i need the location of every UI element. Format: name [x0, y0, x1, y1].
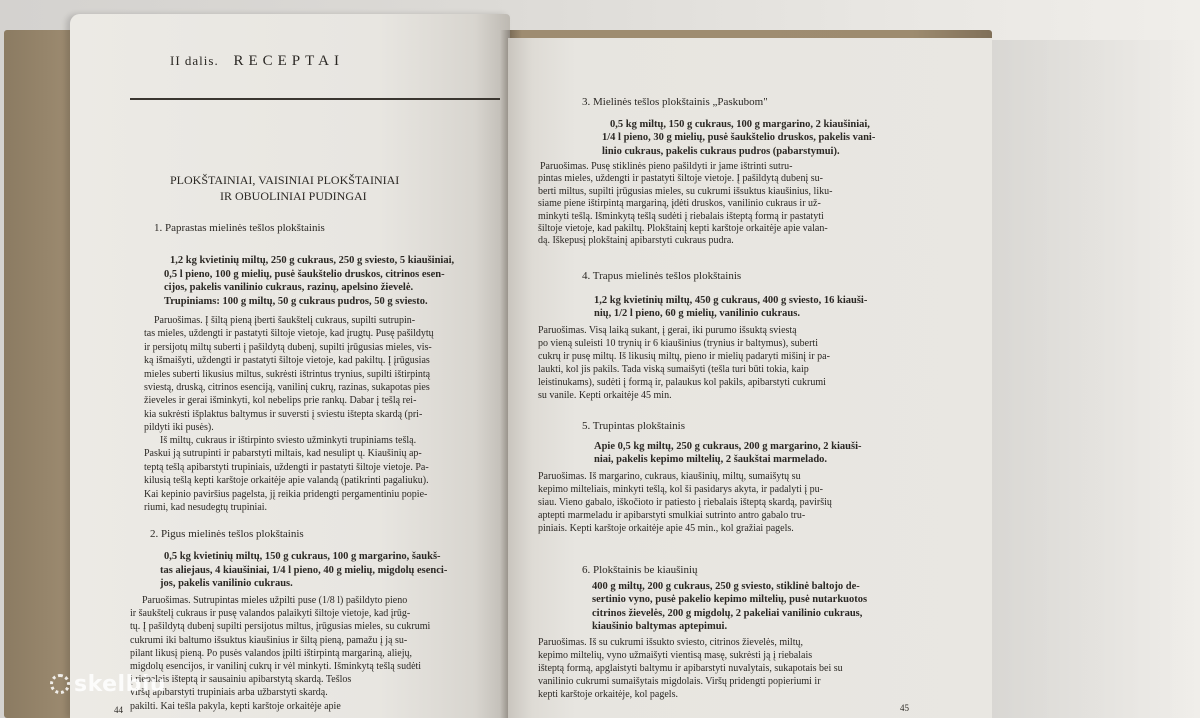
- recipe-6-title: 6. Plokštainis be kiaušinių: [582, 564, 698, 576]
- r1-ing-line: 0,5 l pieno, 100 g mielių, pusė šaukštelio druskos, citrinos esen-: [164, 268, 445, 280]
- r1-cr-line: Paskui ją sutrupinti ir pabarstyti miltais, kad nesulipt ų. Kiaušinių ap-: [144, 448, 422, 460]
- r1-met-line: pildyti iki pusės).: [144, 422, 214, 434]
- header-title: RECEPTAI: [233, 53, 344, 69]
- r5-met-line: siau. Vieno gabalo, iškočioto ir patiesto į riebalais išteptą skardą, paviršių: [538, 497, 832, 508]
- page-header: [170, 54, 344, 68]
- r1-met-line: kia sukrėsti išplaktus baltymus ir suversti į sviestu ištepta skardą (pri-: [144, 408, 423, 420]
- r4-met-line: po vieną suleisti 10 trynių ir 6 kiaušinius (trynius ir baltymus), suberti: [538, 338, 818, 349]
- r3-ing-line: 0,5 kg miltų, 150 g cukraus, 100 g margarino, 2 kiaušiniai,: [610, 119, 870, 130]
- r2-ing-line: tas aliejaus, 4 kiaušiniai, 1/4 l pieno, 40 g mielių, migdolų esenci-: [160, 564, 448, 576]
- r1-ing-line: Trupiniams: 100 g miltų, 50 g cukraus pudros, 50 g sviesto.: [164, 295, 428, 307]
- r1-cr-line: kilusią tešlą kepti karštoje orkaitėje apie valandą (patikrinti pagaliuku).: [144, 475, 429, 487]
- r3-met-line: siame piene ištirpintą margariną, įdėti druskos, vanilinio cukraus ir už-: [538, 198, 821, 210]
- recipe-3-title: 3. Mielinės tešlos plokštainis „Paskubom": [582, 96, 768, 108]
- r3-met-line: šiltoje vietoje, kad pakiltų. Plokštainį kepti karštoje orkaitėje apie valan-: [538, 223, 828, 234]
- r3-met-line: dą. Iškepusį plokštainį apibarstyti cukraus pudra.: [538, 235, 734, 247]
- left-page: [70, 14, 510, 718]
- r4-met-line: Paruošimas. Visą laiką sukant, į gerai, iki purumo išsuktą sviestą: [538, 325, 797, 336]
- r1-met-line: sviestą, druską, citrinos esenciją, vanilinį cukrų, razinas, sukapotas pies: [144, 382, 430, 393]
- r2-ing-line: jos, pakelis vanilinio cukraus.: [160, 578, 293, 590]
- r1-cr-line: Kai kepinio paviršius pagelsta, jį reikia pridengti pergamentiniu popie-: [144, 488, 428, 500]
- watermark-text: skelbiu: [74, 672, 167, 697]
- r6-ing-line: sertinio vyno, pusė pakelio kepimo miltelių, pusė nutarkuotos: [592, 594, 868, 606]
- r1-cr-line: riumi, kad nesudegtų trupiniai.: [144, 502, 268, 513]
- r6-met-line: kepti karštoje orkaitėje, kol pagels.: [538, 689, 678, 700]
- r3-met-line: minkyti tešlą. Išminkytą tešlą sudėti į riebalais išteptą formą ir pastatyti: [538, 210, 824, 222]
- r3-met-line: Paruošimas. Pusę stiklinės pieno pašildyti ir jame ištrinti sutru-: [540, 161, 793, 172]
- r4-met-line: laukti, kol jis pakils. Tada viską sumaišyti (tešla turi būti tokia, kaip: [538, 364, 809, 375]
- r1-met-line: žieveles ir gerai išminkyti, kol nebelips prie rankų. Dabar į tešlą rei-: [144, 395, 417, 407]
- r5-met-line: kepimo milteliais, minkyti tešlą, kol ši pasidarys akyta, ir padalyti į pu-: [538, 484, 823, 495]
- r2-ing-line: 0,5 kg kvietinių miltų, 150 g cukraus, 100 g margarino, šaukš-: [164, 551, 441, 562]
- r3-met-line: pintas mieles, uždengti ir pastatyti šiltoje vietoje. Į pašildytą dubenį su-: [538, 173, 823, 185]
- r5-met-line: piniais. Kepti karštoje orkaitėje apie 45 min., kol gražiai pagels.: [538, 523, 794, 534]
- r2-met-line: Paruošimas. Sutrupintas mieles užpilti puse (1/8 l) pašildyto pieno: [142, 595, 408, 606]
- recipe-5-title: 5. Trupintas plokštainis: [582, 420, 685, 432]
- r5-met-line: aptepti marmeladu ir apibarstyti smulkiai sutrinto antro gabalo tru-: [538, 510, 806, 521]
- r6-met-line: kepimo miltelių, vyno užmaišyti vientisą masę, sukrėsti ją į riebalais: [538, 650, 813, 661]
- r3-ing-line: 1/4 l pieno, 30 g mielių, pusė šaukštelio druskos, pakelis vani-: [602, 132, 876, 144]
- r6-met-line: Paruošimas. Iš su cukrumi išsukto sviesto, citrinos žievelės, miltų,: [538, 637, 803, 648]
- r3-ing-line: linio cukraus, pakelis cukraus pudros (pabarstymui).: [602, 145, 840, 157]
- r1-cr-line: Iš miltų, cukraus ir ištirpinto sviesto užminkyti trupiniams tešlą.: [160, 435, 417, 446]
- r2-met-line: į riebalais išteptą ir sausainiu apibarstytą skardą. Tešlos: [130, 674, 352, 686]
- r6-ing-line: citrinos žievelės, 200 g migdolų, 2 pakeliai vanilinio cukraus,: [592, 607, 863, 619]
- r1-met-line: tas mieles, uždengti ir pastatyti šiltoje vietoje, kad įrugtų. Pusę pašildytų: [144, 328, 434, 340]
- section-title-line-1: PLOKŠTAINIAI, VAISINIAI PLOKŠTAINIAI: [170, 173, 400, 187]
- recipe-2-title: 2. Pigus mielinės tešlos plokštainis: [150, 528, 304, 540]
- header-rule: [130, 98, 500, 100]
- header-part: II dalis.: [170, 53, 219, 68]
- r1-met-line: ką išmaišyti, uždengti ir pastatyti šiltoje vietoje, kad pakiltų. Į įrūgusias: [144, 355, 430, 367]
- r2-met-line: cukrumi iki baltumo išsuktus kiaušinius ir šiltą pieną, pamažu į ją su-: [130, 634, 408, 646]
- left-page-number: 44: [114, 705, 123, 715]
- r2-met-line: migdolų esencijos, ir vanilinį cukrų ir vėl minkyti. Išminkytą tešlą sudėti: [130, 661, 422, 672]
- r6-met-line: išteptą formą, apglaistyti baltymu ir apibarstyti nuvalytais, sukapotais bei su: [538, 663, 843, 674]
- recipe-4-title: 4. Trapus mielinės tešlos plokštainis: [582, 270, 742, 282]
- r2-met-line: pilant likusį pieną. Po pusės valandos įpilti ištirpintą margariną, aliejų,: [130, 647, 412, 659]
- r1-ing-line: cijos, pakelis vanilinio cukraus, razinų, apelsino žievelė.: [164, 282, 414, 294]
- r4-ing-line: 1,2 kg kvietinių miltų, 450 g cukraus, 400 g sviesto, 16 kiauši-: [594, 295, 868, 306]
- r4-ing-line: nių, 1/2 l pieno, 60 g mielių, vanilinio cukraus.: [594, 308, 800, 320]
- r1-met-line: Paruošimas. Į šiltą pieną įberti šaukštelį cukraus, supilti sutrupin-: [154, 315, 416, 326]
- r4-met-line: su vanile. Kepti orkaitėje 45 min.: [538, 390, 672, 401]
- r1-cr-line: teptą tešlą apibarstyti trupiniais, uždengti ir pastatyti šiltoje vietoje. Pa-: [144, 461, 429, 473]
- r1-met-line: ir persijotų miltų suberti į pašildytą dubenį, supilti įrūgusias mieles, vis-: [144, 341, 432, 353]
- book-shadow: [992, 40, 1200, 718]
- r6-ing-line: kiaušinio baltymas aptepimui.: [592, 621, 728, 633]
- r2-met-line: ir šaukštelį cukraus ir pusę valandos palaikyti šiltoje vietoje, kad įrūg-: [130, 608, 411, 620]
- r6-met-line: vanilinio cukrumi sumaišytais migdolais. Viršų pridengti popieriumi ir: [538, 676, 821, 687]
- r2-met-line: viršų apibarstyti trupiniais arba užbarstyti skardą.: [130, 687, 328, 699]
- r4-met-line: cukrų ir pusę miltų. Iš likusių miltų, pieno ir mielių padaryti mišinį ir pa-: [538, 351, 830, 362]
- r1-met-line: mieles suberti likusius miltus, sukrėsti ištrintus trynius, supilti ištirpintą: [144, 368, 431, 380]
- r6-ing-line: 400 g miltų, 200 g cukraus, 250 g sviesto, stiklinė baltojo de-: [592, 581, 860, 592]
- r3-met-line: berti miltus, supilti įrūgusias mieles, su cukrumi išsuktus kiaušinius, liku-: [538, 185, 833, 197]
- r1-ing-line: 1,2 kg kvietinių miltų, 250 g cukraus, 250 g sviesto, 5 kiaušiniai,: [170, 255, 455, 266]
- r5-met-line: Paruošimas. Iš margarino, cukraus, kiaušinių, miltų, sumaišytų su: [538, 471, 801, 482]
- right-page: [508, 38, 992, 718]
- r2-met-line: pakilti. Kai tešla pakyla, kepti karštoje orkaitėje apie: [130, 700, 341, 712]
- r5-ing-line: niai, pakelis kepimo miltelių, 2 šaukštai marmelado.: [594, 454, 828, 466]
- section-title-line-2: IR OBUOLINIAI PUDINGAI: [220, 189, 367, 203]
- recipe-1-title: 1. Paprastas mielinės tešlos plokštainis: [154, 222, 325, 234]
- r5-ing-line: Apie 0,5 kg miltų, 250 g cukraus, 200 g margarino, 2 kiauši-: [594, 441, 862, 452]
- r2-met-line: tų. Į pašildytą dubenį supilti persijotus miltus, įrūgusias mieles, su cukrumi: [130, 621, 431, 633]
- watermark: [50, 672, 166, 697]
- watermark-logo-icon: [50, 674, 70, 694]
- right-page-number: 45: [900, 703, 909, 713]
- r4-met-line: leistinukams), sudėti į formą ir, palaukus kol pakils, apibarstyti cukrumi: [538, 377, 826, 388]
